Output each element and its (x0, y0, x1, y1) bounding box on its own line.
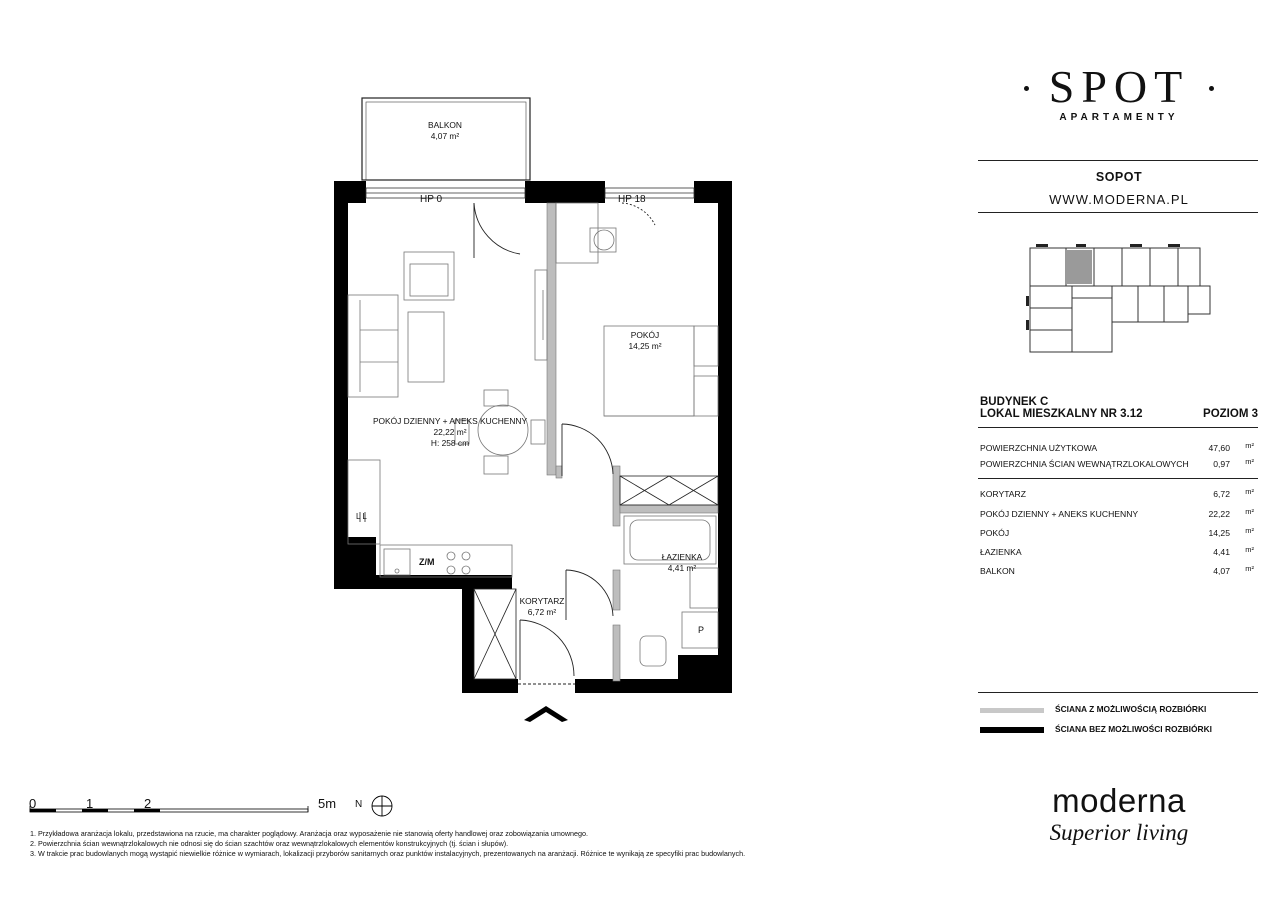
brand-subtitle: APARTAMENTY (1059, 112, 1179, 123)
room-row (980, 489, 1258, 503)
room-row (980, 528, 1258, 542)
room-row-label: BALKON (980, 566, 1015, 576)
room-row (980, 566, 1258, 580)
room-row-value: 6,72 (1213, 489, 1230, 499)
room-row-value: 14,25 (1208, 528, 1230, 538)
summary-value: 0,97 (1213, 459, 1230, 469)
scale-5m: 5m (318, 796, 337, 811)
bathroom-label (650, 552, 714, 574)
scale-2: 2 (144, 796, 152, 811)
divider (978, 160, 1258, 161)
room-area: 14,25 m² (628, 341, 662, 351)
developer-tagline: Superior living (1049, 820, 1189, 845)
unit-m2: m² (1245, 507, 1254, 516)
room-row (980, 509, 1258, 523)
summary-value: 47,60 (1208, 443, 1230, 453)
divider (978, 692, 1258, 693)
divider (978, 427, 1258, 428)
brand-logo: SPOT (1048, 61, 1190, 112)
living-name: POKÓJ DZIENNY + ANEKS KUCHENNY (372, 416, 528, 426)
room-row-label: KORYTARZ (980, 489, 1026, 499)
unit-m2: m² (1245, 564, 1254, 573)
level: POZIOM 3 (1203, 408, 1258, 420)
unit-m2: m² (1245, 487, 1254, 496)
living-area: 22,22 m² (433, 427, 467, 437)
summary-row (980, 459, 1258, 473)
room-row-label: POKÓJ DZIENNY + ANEKS KUCHENNY (980, 509, 1139, 519)
footnote-3: 3. W trakcie prac budowlanych mogą wystąpić niewielkie różnice w wymiarach, lokalizacji przyborów sanitarnych oraz punktów instalacyjnych, prezentowanych na aranżacji. Różnice te wynikają ze specyfiki prac budowlanych. (30, 849, 746, 858)
scale-1: 1 (86, 796, 94, 811)
room-row-value: 22,22 (1208, 509, 1230, 519)
unit-m2: m² (1245, 545, 1254, 554)
hp18-label: HP 18 (618, 194, 646, 205)
ll-label: L L (356, 512, 367, 521)
website-link[interactable]: WWW.MODERNA.PL (1049, 192, 1189, 207)
corridor-label (510, 596, 574, 618)
hp0-label: HP 0 (420, 194, 443, 205)
summary-row (980, 443, 1258, 457)
unit-m2: m² (1245, 526, 1254, 535)
legend-removable: ŚCIANA Z MOŻLIWOŚCIĄ ROZBIÓRKI (1055, 704, 1207, 714)
room-row-label: ŁAZIENKA (980, 547, 1022, 557)
unit-m2: m² (1245, 441, 1254, 450)
balcony-label (410, 120, 480, 142)
highlighted-unit (1066, 250, 1092, 284)
room-row-value: 4,41 (1213, 547, 1230, 557)
north-arrow-icon (372, 796, 392, 816)
legend-removable-swatch (980, 708, 1044, 713)
washer-label: P (698, 625, 705, 635)
city: SOPOT (1095, 170, 1143, 184)
scale-bar (30, 806, 308, 812)
building-name: BUDYNEK C (980, 396, 1049, 408)
room-row (980, 547, 1258, 561)
footnote-1: 1. Przykładowa aranżacja lokalu, przedstawiona na rzucie, ma charakter poglądowy. Aranżacja oraz wyposażenie nie stanowią oferty handlowej oraz zobowiązania umownego. (30, 829, 589, 838)
room-row-label: POKÓJ (980, 528, 1010, 538)
developer-logo: moderna (1052, 782, 1186, 819)
entrance-arrow (524, 706, 568, 722)
divider (978, 478, 1258, 479)
fridge-label: Z/M (419, 557, 435, 567)
summary-label: POWIERZCHNIA UŻYTKOWA (980, 443, 1098, 453)
balcony-name: BALKON (428, 120, 462, 130)
bathroom-name: ŁAZIENKA (661, 552, 703, 562)
corridor-name: KORYTARZ (519, 596, 565, 606)
site-keyplan (1018, 238, 1224, 358)
living-height: H: 258 cm (430, 438, 470, 448)
balcony-area: 4,07 m² (430, 131, 460, 141)
footnote-2: 2. Powierzchnia ścian wewnątrzlokalowych nie odnosi się do ścian szachtów oraz wewnątrzlokalowych elementów konstrukcyjnych (tj. ścian i słupów). (30, 839, 509, 848)
summary-label: POWIERZCHNIA ŚCIAN WEWNĄTRZLOKALOWYCH (980, 459, 1189, 469)
unit-m2: m² (1245, 457, 1254, 466)
corridor-area: 6,72 m² (527, 607, 557, 617)
room-label (600, 330, 690, 352)
legend-fixed: ŚCIANA BEZ MOŻLIWOŚCI ROZBIÓRKI (1055, 724, 1212, 734)
room-name: POKÓJ (630, 330, 660, 340)
unit-number: LOKAL MIESZKALNY NR 3.12 (980, 408, 1143, 420)
bathroom-area: 4,41 m² (667, 563, 697, 573)
divider (978, 212, 1258, 213)
north-label: N (355, 799, 363, 810)
room-row-value: 4,07 (1213, 566, 1230, 576)
living-label (360, 416, 540, 449)
scale-0: 0 (29, 796, 37, 811)
building-info (980, 396, 1143, 420)
legend-fixed-swatch (980, 727, 1044, 733)
